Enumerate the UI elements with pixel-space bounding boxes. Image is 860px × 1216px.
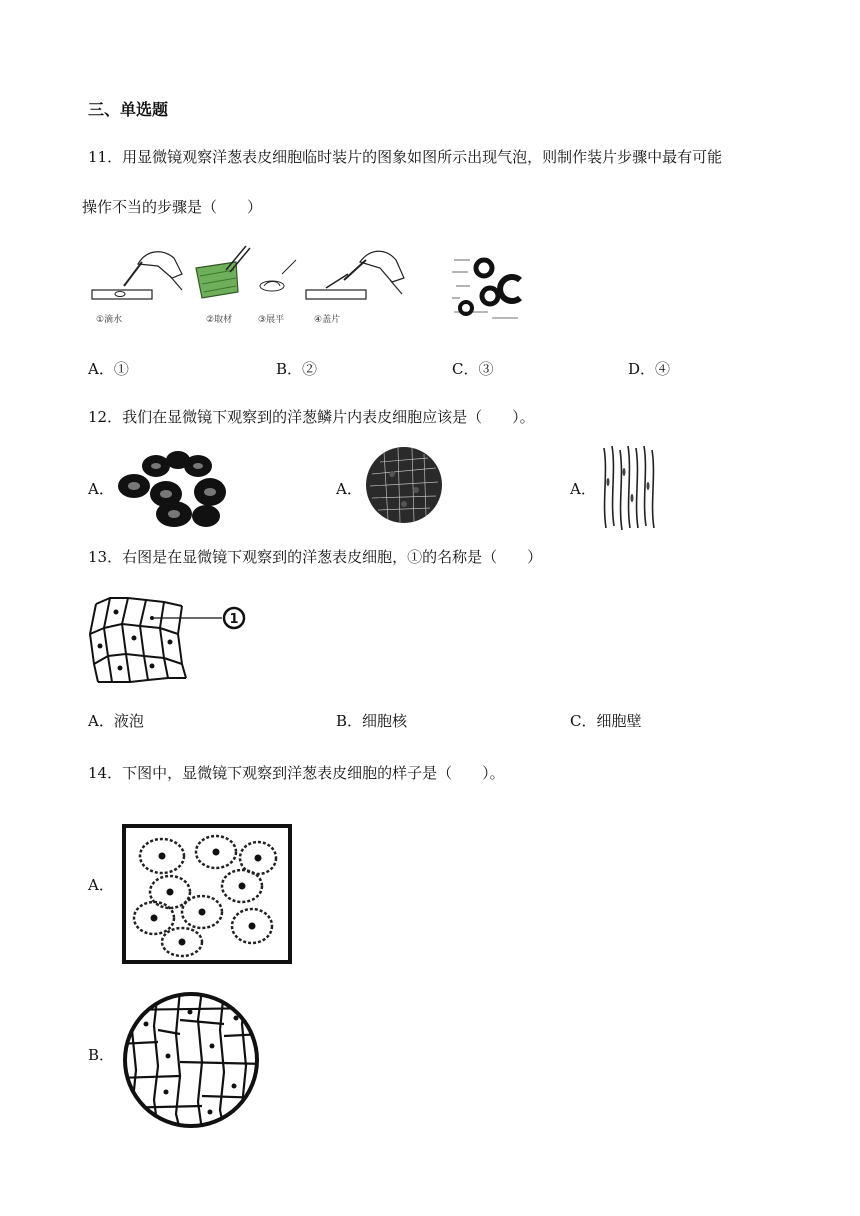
q11-steps-figure <box>86 240 416 330</box>
air-bubble-micrograph <box>448 246 528 326</box>
q11-option-c[interactable]: C．③ <box>452 360 494 378</box>
step-label-3: ③展平 <box>258 315 285 325</box>
q12-option-b[interactable]: A． <box>336 480 362 498</box>
callout-number: 1 <box>229 612 239 627</box>
spreading-illustration <box>260 260 296 291</box>
q13-option-a[interactable]: A．液泡 <box>88 712 144 730</box>
taking-material-illustration <box>196 246 250 298</box>
q14-option-a[interactable]: A． <box>88 876 114 894</box>
step-label-2: ②取材 <box>206 315 233 325</box>
onion-cells-callout-figure <box>86 594 254 686</box>
q12-option-a[interactable]: A． <box>88 480 114 498</box>
blood-cells-image <box>116 446 228 530</box>
q11-option-a[interactable]: A．① <box>88 360 129 378</box>
q14-text: 14．下图中，显微镜下观察到洋葱表皮细胞的样子是（ ）。 <box>88 764 505 782</box>
round-cells-framed-image <box>118 822 294 968</box>
step-label-1: ①滴水 <box>96 315 123 325</box>
q13-text: 13．右图是在显微镜下观察到的洋葱表皮细胞，①的名称是（ ） <box>88 548 543 566</box>
section-title: 三、单选题 <box>88 100 169 119</box>
q11-text-line2: 操作不当的步骤是（ ） <box>82 198 263 216</box>
q11-option-b[interactable]: B．② <box>276 360 318 378</box>
dropping-water-illustration <box>92 252 182 299</box>
q11-option-d[interactable]: D．④ <box>628 360 671 378</box>
q14-option-b[interactable]: B． <box>88 1046 115 1064</box>
q11-text-line1: 11．用显微镜观察洋葱表皮细胞临时装片的图象如图所示出现气泡，则制作装片步骤中最有可能 <box>88 148 723 166</box>
q13-option-b[interactable]: B．细胞核 <box>336 712 408 730</box>
elongated-cells-image <box>598 442 660 532</box>
q12-text: 12．我们在显微镜下观察到的洋葱鳞片内表皮细胞应该是（ ）。 <box>88 408 535 426</box>
q12-option-c[interactable]: A． <box>570 480 596 498</box>
step-label-4: ④盖片 <box>314 315 341 325</box>
circular-onion-cells-image <box>118 990 264 1130</box>
covering-slip-illustration <box>306 251 404 299</box>
dense-tissue-image <box>364 444 444 526</box>
q13-option-c[interactable]: C．细胞壁 <box>570 712 642 730</box>
